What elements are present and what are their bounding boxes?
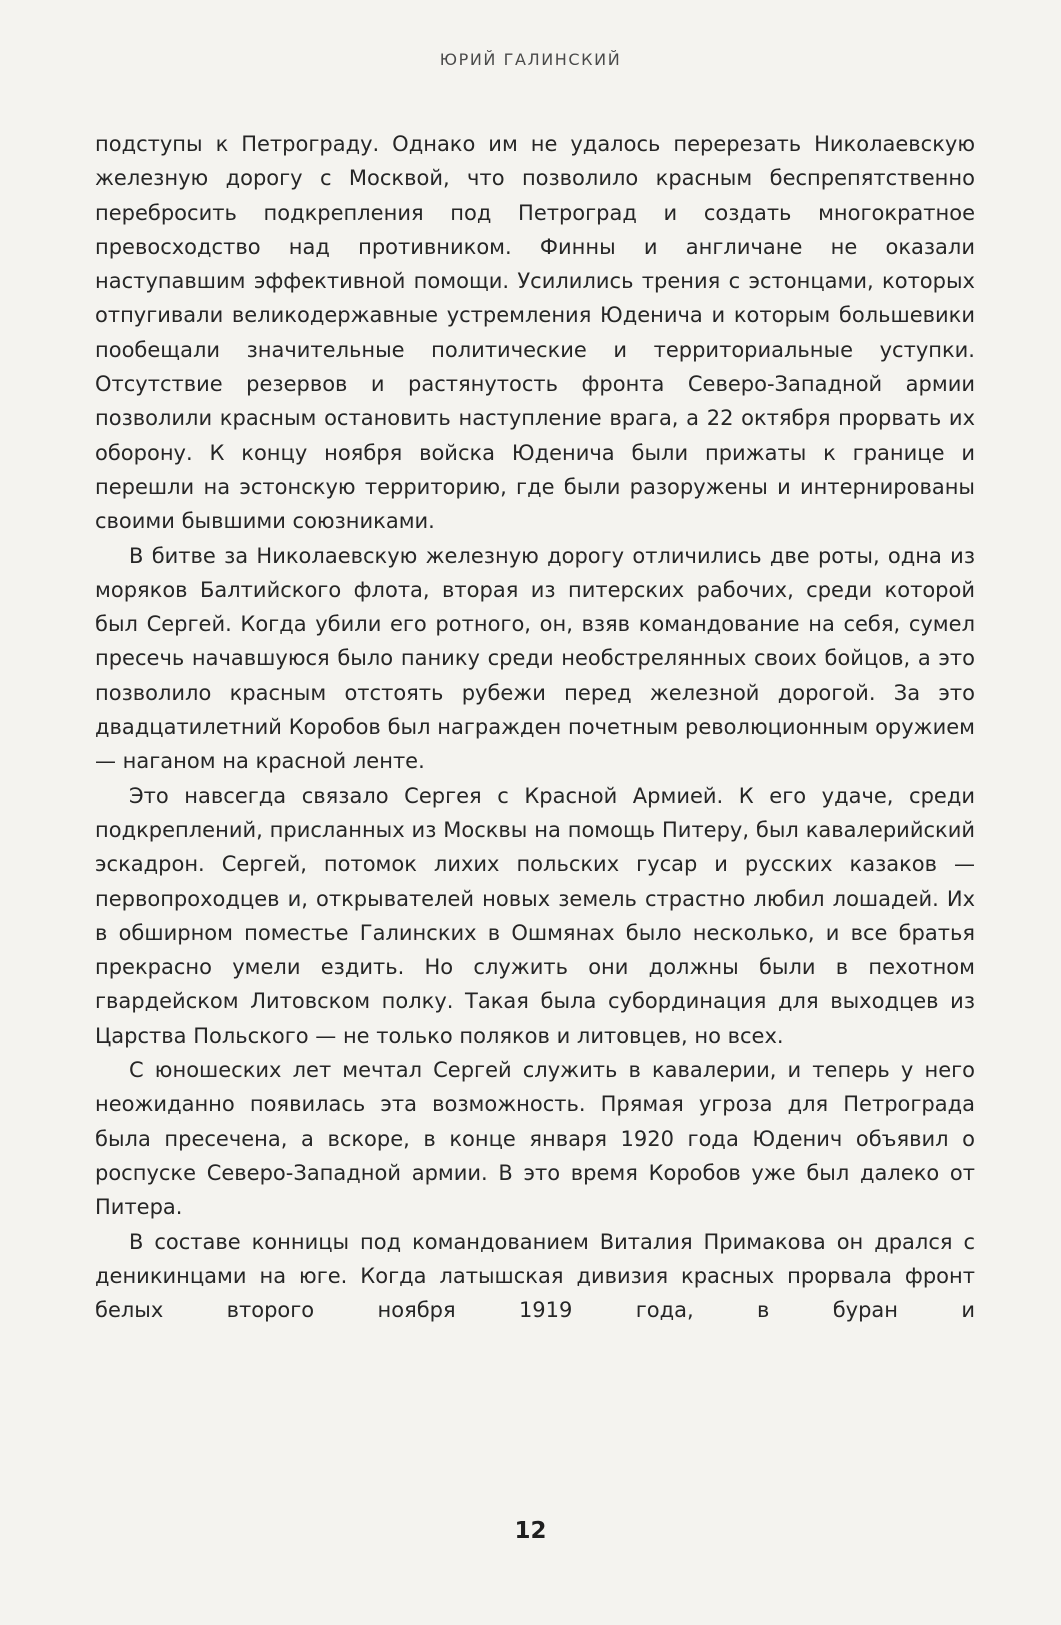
body-text	[95, 127, 975, 1327]
paragraph-1: подступы к Петрограду. Однако им не удалось перерезать Николаевскую железную дорогу с Москвой, что позволило красным беспрепятственно перебросить подкрепления под Петроград и создать многократное превосходство над противником. Финны и англичане не оказали наступавшим эффективной помощи. Усилились трения с эстонцами, которых отпугивали великодержавные устремления Юденича и которым большевики пообещали значительные политические и территориальные уступки. Отсутствие резервов и растянутость фронта Северо-Западной армии позволили красным остановить наступление врага, а 22 октября прорвать их оборону. К концу ноября войска Юденича были прижаты к границе и перешли на эстонскую территорию, где были разоружены и интернированы своими бывшими союзниками.	[95, 132, 975, 534]
paragraph-5: В составе конницы под командованием Виталия Примакова он дрался с деникинцами на юге. Когда латышская дивизия красных прорвала фронт белых второго ноября 1919 года, в буран и	[95, 1229, 975, 1323]
paragraph-3: Это навсегда связало Сергея с Красной Армией. К его удаче, среди подкреплений, присланных из Москвы на помощь Питеру, был кавалерийский эскадрон. Сергей, потомок лихих польских гусар и русских казаков — первопроходцев и, открывателей новых земель страстно любил лошадей. Их в обширном поместье Галинских в Ошмянах было несколько, и все братья прекрасно умели ездить. Но служить они должны были в пехотном гвардейском Литовском полку. Такая была субординация для выходцев из Царства Польского — не только поляков и литовцев, но всех.	[95, 783, 975, 1048]
paragraph-4: С юношеских лет мечтал Сергей служить в кавалерии, и теперь у него неожиданно появилась эта возможность. Прямая угроза для Петрограда была пресечена, а вскоре, в конце января 1920 года Юденич объявил о роспуске Северо-Западной армии. В это время Коробов уже был далеко от Питера.	[95, 1058, 975, 1220]
paragraph-2: В битве за Николаевскую железную дорогу отличились две роты, одна из моряков Балтийского флота, вторая из питерских рабочих, среди которой был Сергей. Когда убили его ротного, он, взяв командование на себя, сумел пресечь начавшуюся было панику среди необстрелянных своих бойцов, а это позволило красным отстоять рубежи перед железной дорогой. За это двадцатилетний Коробов был награжден почетным революционным оружием — наганом на красной ленте.	[95, 543, 975, 774]
page-number: 12	[514, 1518, 547, 1544]
running-header: ЮРИЙ ГАЛИНСКИЙ	[439, 50, 622, 69]
